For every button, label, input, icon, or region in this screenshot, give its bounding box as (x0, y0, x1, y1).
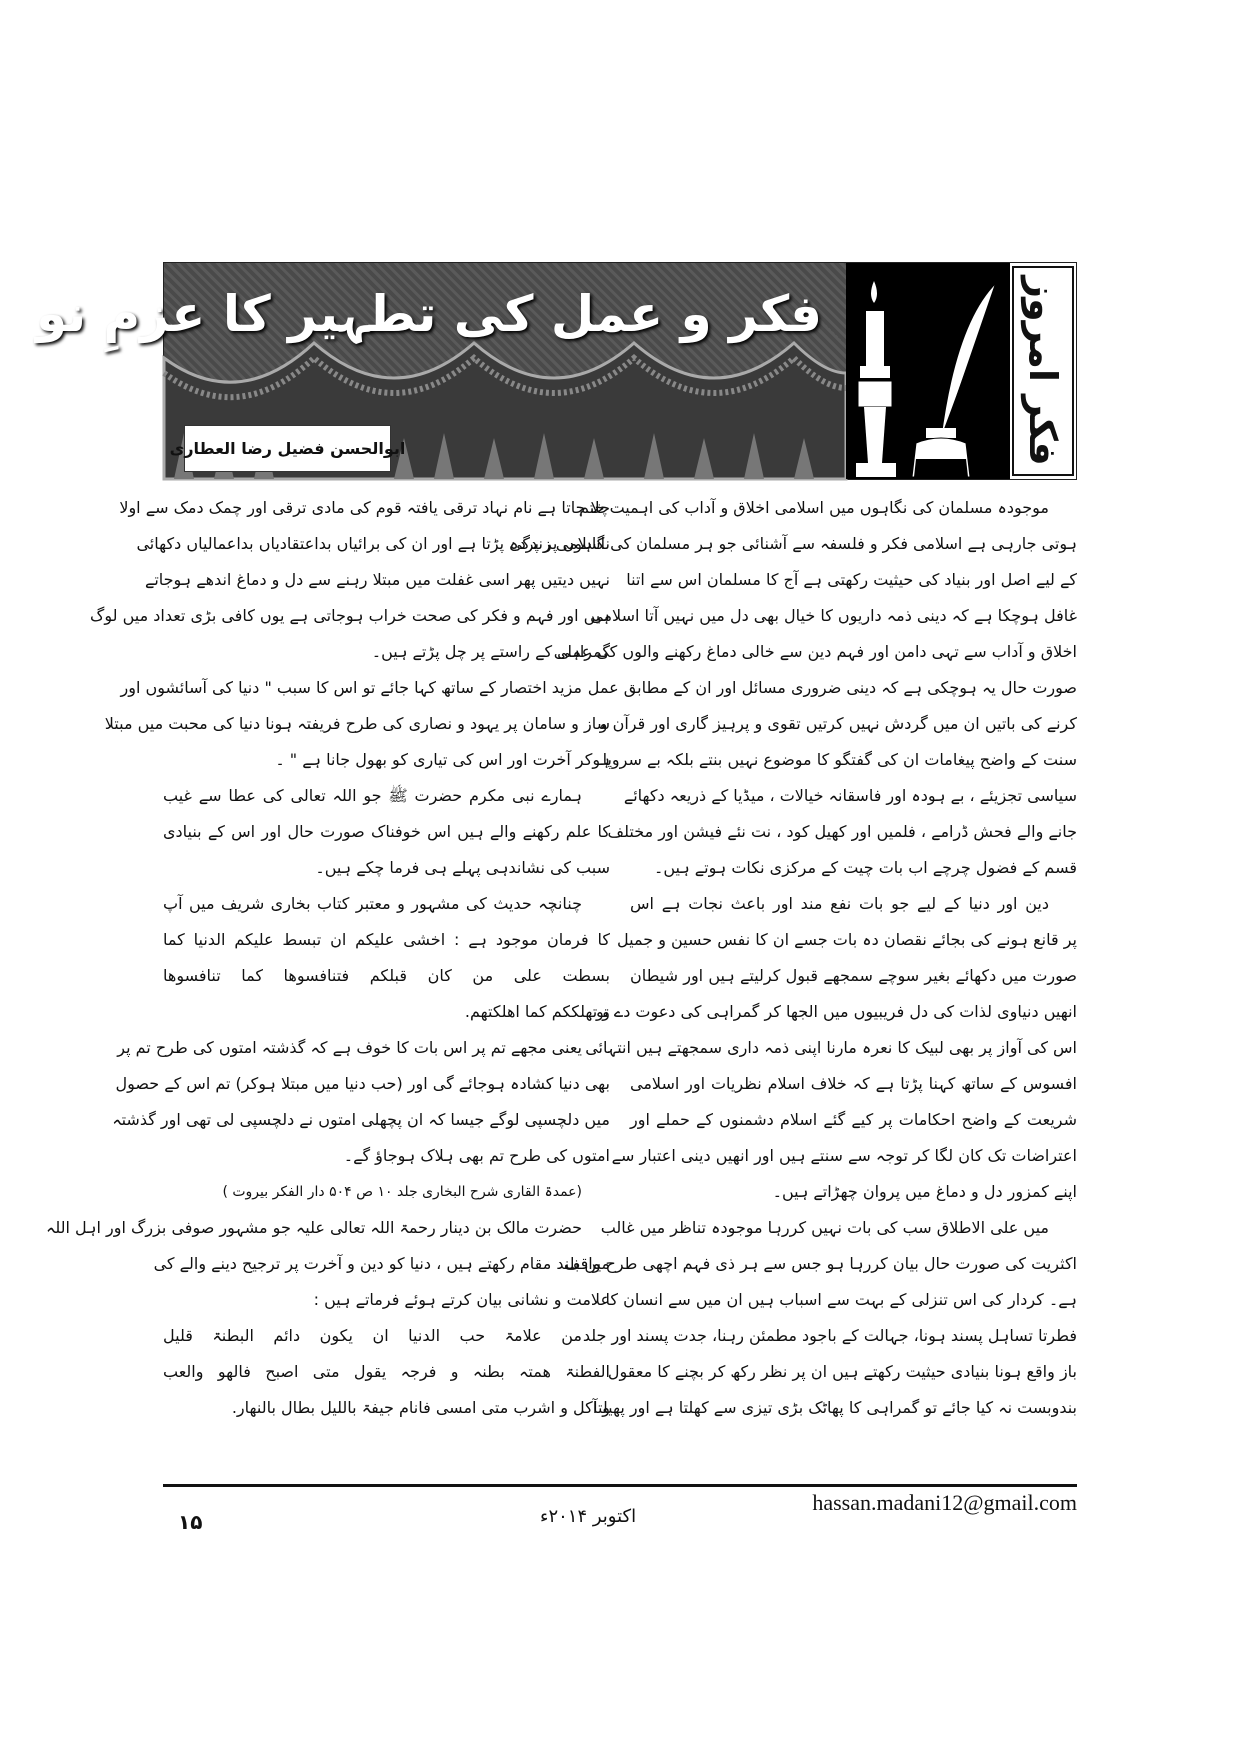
text-line: اخلاق و آداب سے تہی دامن اور فہم دین سے خالی دماغ رکھنے والوں کی عملی (553, 642, 1077, 661)
text-line: ہمارے نبی مکرم حضرت ﷺ جو اللہ تعالی کی عطا سے غیب (163, 786, 582, 805)
paragraph (585, 886, 1077, 1210)
article-banner (36, 262, 1077, 480)
paragraph (163, 778, 610, 886)
text-line: نگاہوں پر پردہ پڑتا ہے اور ان کی برائیاں بداعتقادیاں بداعمالیاں دکھائی (136, 534, 610, 553)
text-line: پر قانع ہونے کی بجائے نقصان دہ بات جسے ان کا نفس حسین و جمیل (617, 930, 1077, 949)
text-line: باز واقع ہونا بنیادی حیثیت رکھتے ہیں ان پر نظر رکھ کر بچنے کا معقول (607, 1362, 1077, 1381)
text-line: موجودہ مسلمان کی نگاہوں میں اسلامی اخلاق و آداب کی اہمیت ختم (579, 498, 1049, 517)
text-line: اپنے کمزور دل و دماغ میں پروان چھڑاتے ہیں۔ (772, 1182, 1077, 1201)
paragraph (163, 886, 610, 1030)
paragraph (112, 1030, 610, 1174)
text-line: میں دلچسپی لوگے جیسا کہ ان پچھلی امتوں نے دلچسپی لی تھی اور گذشتہ (112, 1110, 610, 1129)
author-email: hassan.madani12@gmail.com (812, 1490, 1077, 1515)
text-line: ہیں اور فہم و فکر کی صحت خراب ہوجاتی ہے یوں کافی بڑی تعداد میں لوگ (90, 606, 610, 625)
paragraph (509, 490, 1077, 886)
text-line: گمراہی کے راستے پر چل پڑتے ہیں۔ (371, 642, 610, 661)
page-number: ۱۵ (178, 1510, 203, 1534)
text-line: کا علم رکھنے والے ہیں اس خوفناک صورت حال اور اس کے بنیادی (163, 822, 610, 841)
paragraph (104, 670, 610, 778)
article-title: فکر و عمل کی تطہیر کا عزمِ نو (36, 285, 822, 343)
text-line: سیاسی تجزیئے ، بے ہودہ اور فاسقانہ خیالات ، میڈیا کے ذریعہ دکھائے (623, 786, 1077, 805)
text-line: نہیں دیتیں پھر اسی غفلت میں مبتلا رہنے سے دل و دماغ اندھے ہوجاتے (144, 570, 610, 589)
text-line: امتوں کی طرح تم بھی ہلاک ہوجاؤ گے۔ (343, 1146, 610, 1165)
text-line: شریعت کے واضح احکامات پر کیے گئے اسلام دشمنوں کے حملے اور (630, 1110, 1077, 1129)
text-line: چلا جاتا ہے نام نہاد ترقی یافتہ قوم کی مادی ترقی اور چمک دمک سے اولا (119, 498, 610, 517)
text-line: حضرت مالک بن دینار رحمۃ اللہ تعالی علیہ جو مشہور صوفی بزرگ اور اہل اللہ (45, 1218, 582, 1237)
text-line: جانے والے فحش ڈرامے ، فلمیں اور کھیل کود ، نت نئے فیشن اور مختلف (607, 822, 1077, 841)
issue-date: اکتوبر ۲۰۱۴ء (540, 1506, 637, 1527)
section-label-box (1012, 266, 1074, 476)
candle-icon (856, 281, 896, 477)
text-line: بسطت علی من کان قبلکم فتنافسوھا کما تنافسوھا (163, 966, 610, 985)
text-line: مزید اختصار کے ساتھ کہا جائے تو اس کا سبب " دنیا کی آسائشوں اور (120, 678, 582, 697)
text-line: اعتراضات تک کان لگا کر توجہ سے سنتے ہیں اور انھیں دینی اعتبار سے (611, 1146, 1077, 1165)
text-line: کے لیے اصل اور بنیاد کی حیثیت رکھتی ہے آج کا مسلمان اس سے اتنا (626, 570, 1077, 589)
text-line: اس کی آواز پر بھی لبیک کا نعرہ مارنا اپنی ذمہ داری سمجھتے ہیں انتہائی (585, 1038, 1077, 1057)
text-line: ساز و سامان پر یہود و نصاری کی طرح فریفتہ ہونا دنیا کی محبت میں مبتلا (104, 714, 610, 733)
text-line: یعنی مجھے تم پر اس بات کا خوف ہے کہ گذشتہ امتوں کی طرح تم پر (117, 1038, 582, 1057)
text-line: علامت و نشانی بیان کرتے ہوئے فرماتے ہیں : (313, 1290, 610, 1309)
text-line: چنانچہ حدیث کی مشہور و معتبر کتاب بخاری شریف میں آپ (163, 894, 582, 913)
text-line: (عمدۃ القاری شرح البخاری جلد ۱۰ ص ۵۰۴ دار الفکر بیروت ) (222, 1184, 582, 1200)
text-line: دین اور دنیا کے لیے جو بات نفع مند اور باعث نجات ہے اس (630, 894, 1049, 913)
text-line: کرنے کی باتیں ان میں گردش نہیں کرتیں تقوی و پرہیز گاری اور قرآن و (599, 714, 1077, 733)
paragraph (45, 1210, 610, 1318)
text-line: و آکل و اشرب متی امسی فانام جیفۃ باللیل بطال بالنھار. (231, 1398, 610, 1417)
text-line: میں علی الاطلاق سب کی بات نہیں کررہا موجودہ تناظر میں غالب (600, 1218, 1049, 1237)
paragraph (163, 1174, 610, 1210)
text-line: ہوتی جارہی ہے اسلامی فکر و فلسفہ سے آشنائی جو ہر مسلمان کی اسلامی زندگی (509, 534, 1077, 553)
text-line: کا فرمان موجود ہے : اخشی علیکم ان تبسط علیکم الدنیا کما (163, 930, 610, 949)
text-line: افسوس کے ساتھ کہنا پڑتا ہے کہ خلاف اسلام نظریات اور اسلامی (630, 1074, 1077, 1093)
text-line: سبب کی نشاندہی پہلے ہی فرما چکے ہیں۔ (315, 858, 610, 877)
text-line: میں بلند مقام رکھتے ہیں ، دنیا کو دین و آخرت پر ترجیح دینے والے کی (153, 1254, 610, 1273)
text-line: اکثریت کی صورت حال بیان کررہا ہو جس سے ہر ذی فہم اچھی طرح واقف (564, 1254, 1077, 1273)
paragraph (90, 490, 610, 670)
text-line: الفطنۃ ھمتہ بطنہ و فرجہ یقول متی اصبح فالھو والعب (163, 1362, 610, 1381)
text-line: صورت میں دکھائے بغیر سوچے سمجھے قبول کرلیتے ہیں اور شیطان (630, 966, 1077, 985)
paragraph (163, 1318, 610, 1426)
text-line: قسم کے فضول چرچے اب بات چیت کے مرکزی نکات ہوتے ہیں۔ (653, 858, 1077, 877)
text-line: صورت حال یہ ہوچکی ہے کہ دینی ضروری مسائل اور ان کے مطابق عمل (587, 678, 1077, 697)
text-line: غافل ہوچکا ہے کہ دینی ذمہ داریوں کا خیال بھی دل میں نہیں آتا اسلامی (590, 606, 1077, 625)
inkwell-icon (912, 428, 970, 477)
paragraph (564, 1210, 1077, 1426)
candle-quill-illustration (846, 263, 1010, 479)
author-box (169, 425, 406, 472)
section-label: فکر امروز (1021, 276, 1066, 466)
text-line: من علامۃ حب الدنیا ان یکون دائم البطنۃ قلیل (163, 1326, 582, 1345)
text-line: بندوبست نہ کیا جائے تو گمراہی کا پھاٹک بڑی تیزی سے کھلتا ہے اور پھیلتا (593, 1398, 1077, 1417)
footer-rule (163, 1484, 1077, 1487)
text-line: سنت کے واضح پیغامات ان کی گفتگو کا موضوع نہیں بنتے بلکہ بے سروپا (602, 750, 1077, 769)
text-line: ہوکر آخرت اور اس کی تیاری کو بھول جانا ہے " ۔ (275, 750, 610, 769)
quill-icon (941, 283, 996, 443)
text-line: فطرتا تساہل پسند ہونا، جہالت کے باجود مطمئن رہنا، جدت پسند اور جلد (582, 1326, 1077, 1345)
text-line: انھیں دنیاوی لذات کی دل فریبیوں میں الجھا کر گمراہی کی دعوت دے تو (596, 1002, 1077, 1021)
text-line: بھی دنیا کشادہ ہوجائے گی اور (حب دنیا میں مبتلا ہوکر) تم اس کے حصول (115, 1074, 610, 1093)
title-panel (36, 263, 846, 479)
text-line: ہے۔ کردار کی اس تنزلی کے بہت سے اسباب ہیں ان میں سے انسان کا (605, 1290, 1077, 1309)
text-column-left (45, 490, 610, 1426)
author-name: ابوالحسن فضیل رضا العطاری (169, 439, 406, 458)
text-line: و تھلککم کما اھلکتھم. (464, 1002, 610, 1021)
